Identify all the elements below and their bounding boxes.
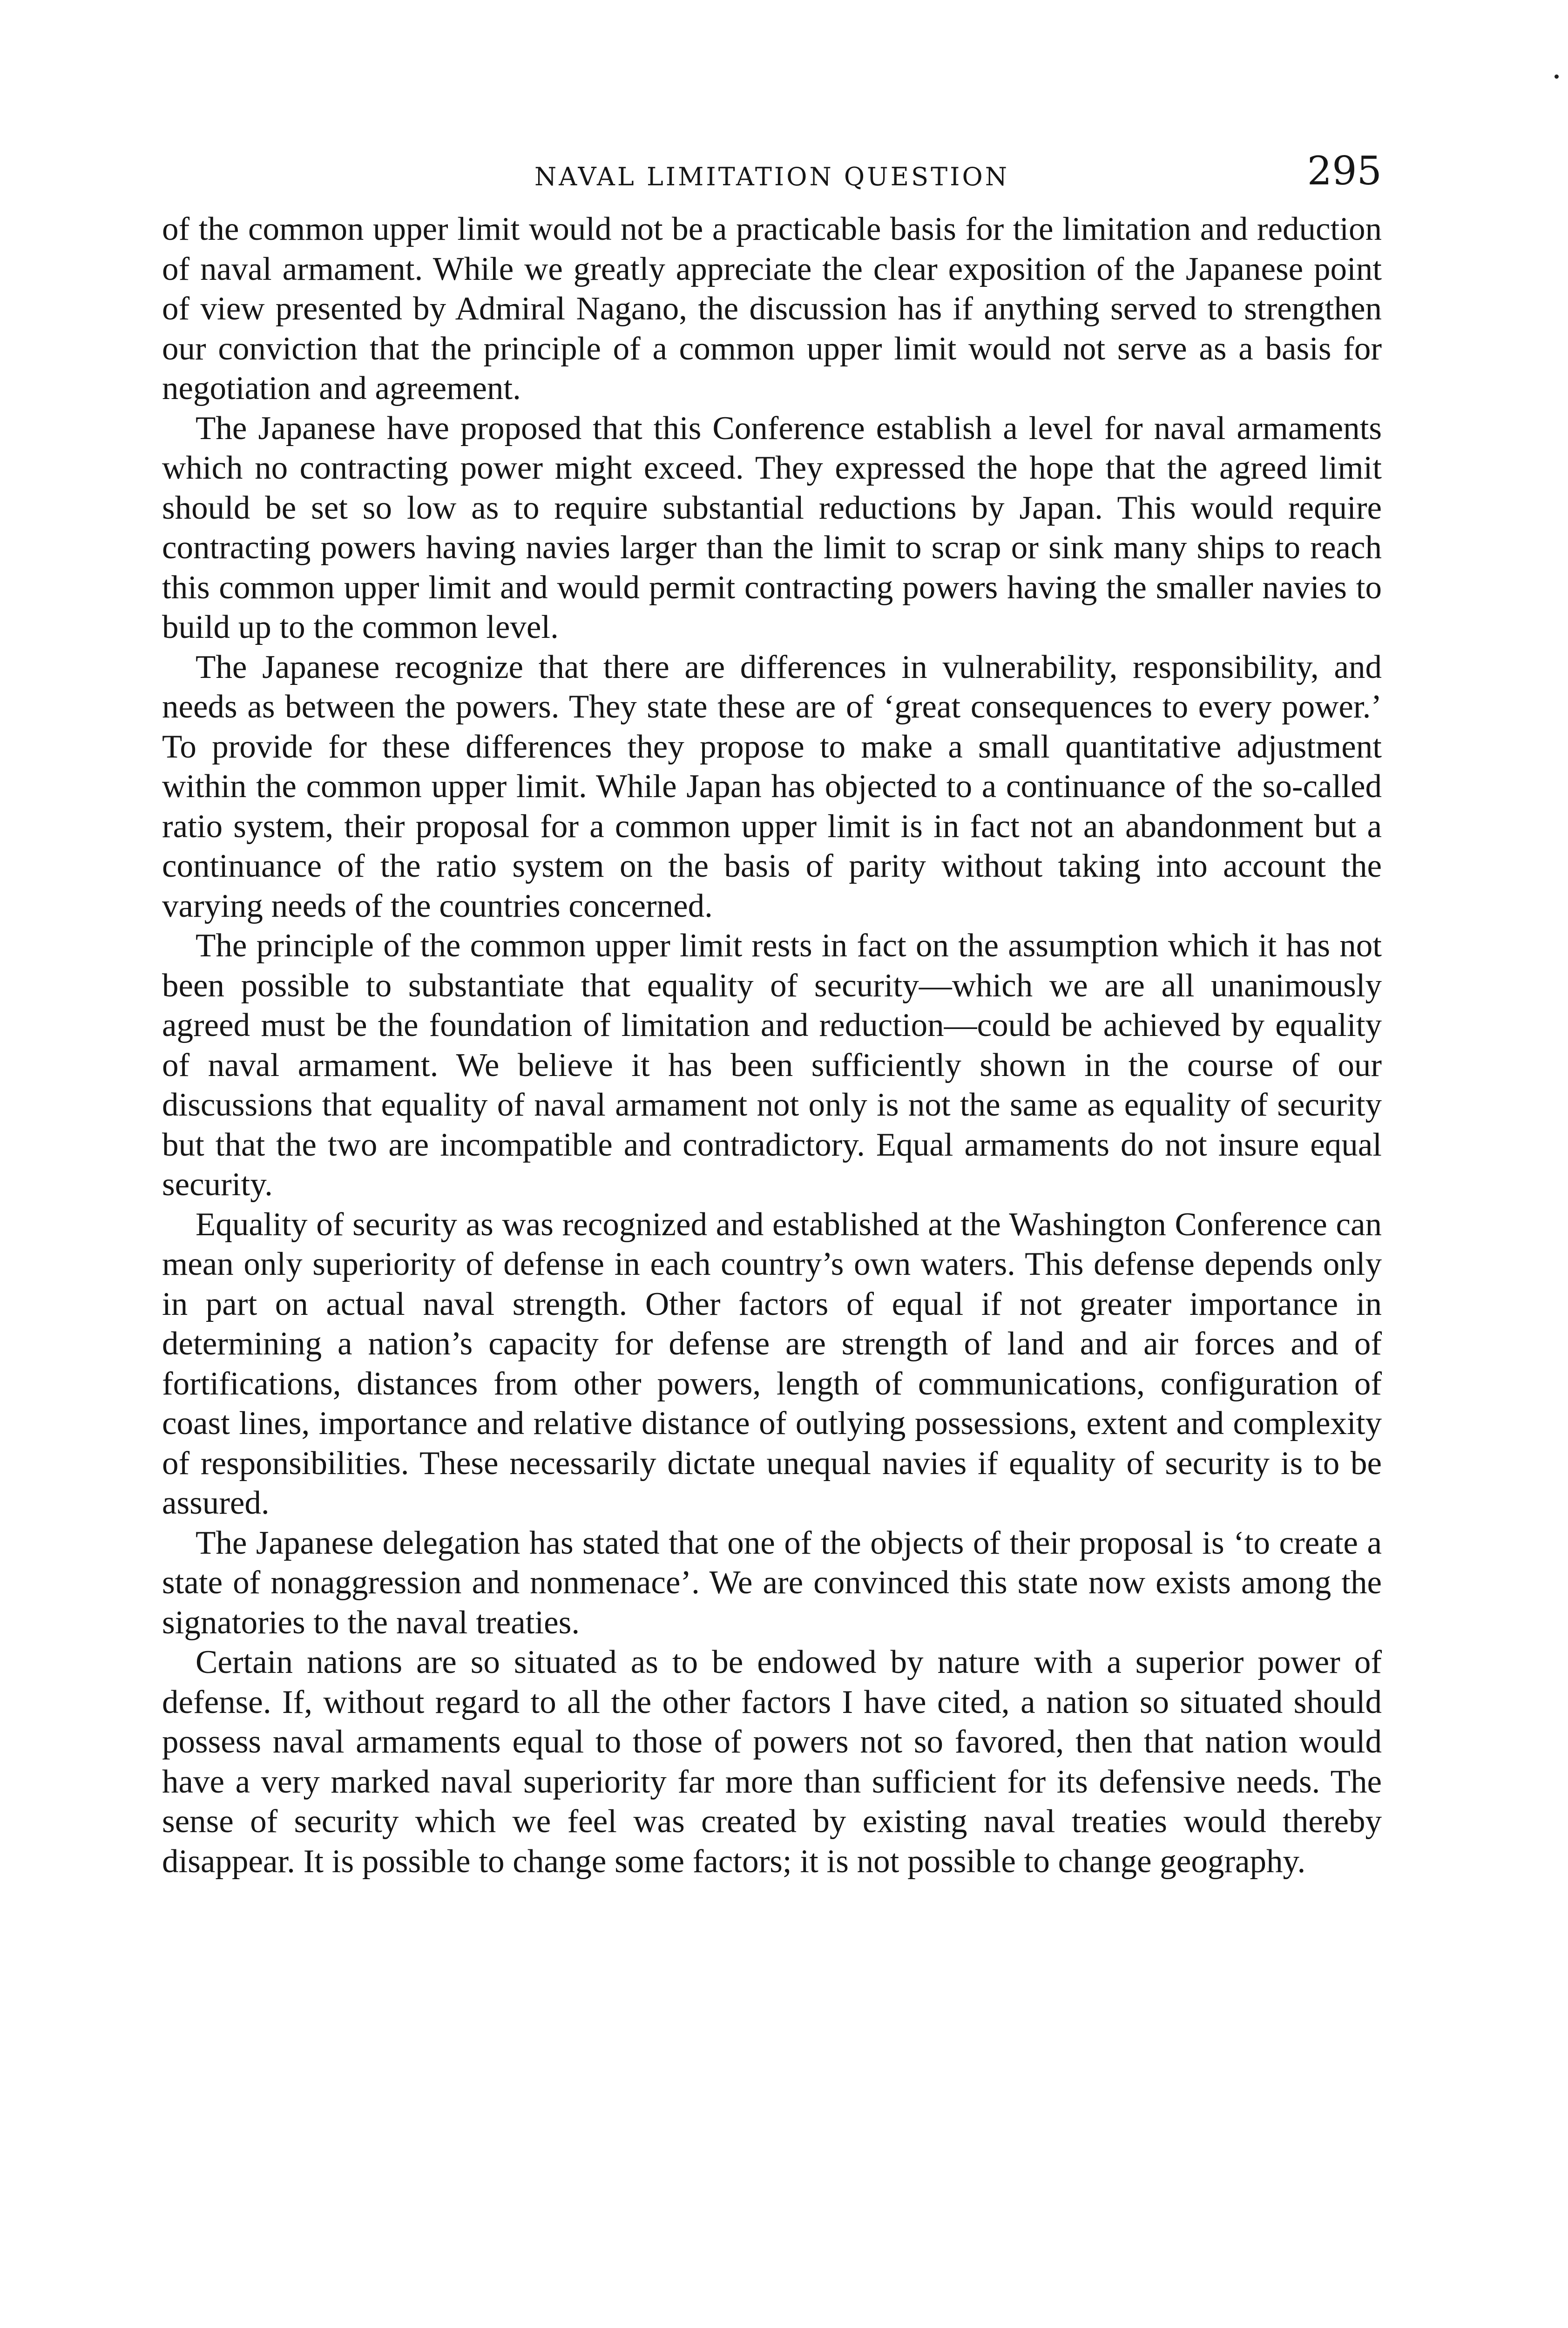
paragraph: The Japanese have proposed that this Conference establish a level for naval armaments which no contracting power might exceed. They expressed the hope that the agreed limit should be set so low as to require substantial reductions by Japan. This would require contracting powers having navies larger than the limit to scrap or sink many ships to reach this common upper limit and would permit contracting powers having the smaller navies to build up to the common level. xyxy=(162,410,1382,645)
body-text xyxy=(162,210,1382,1881)
paragraph: The principle of the common upper limit rests in fact on the assumption which it has not been possible to substantiate that equality of security—which we are all unanimously agreed must be the foundation of limitation and reduction—could be achieved by equality of naval armament. We believe it has been sufficiently shown in the course of our discussions that equality of naval armament not only is not the same as equality of security but that the two are incompatible and contradictory. Equal armaments do not insure equal security. xyxy=(162,927,1382,1203)
paragraph: The Japanese recognize that there are differences in vulnerability, responsibility, and needs as between the powers. They state these are of ‘great consequences to every power.’ To provide for these differences they propose to make a small quantitative adjustment within the common upper limit. While Japan has objected to a continuance of the so-called ratio system, their proposal for a common upper limit is in fact not an abandonment but a continuance of the ratio system on the basis of parity without taking into account the varying needs of the countries concerned. xyxy=(162,649,1382,924)
paragraph: of the common upper limit would not be a practicable basis for the limitation and reduction of naval armament. While we greatly appreciate the clear exposition of the Japanese point of view presented by Admiral Nagano, the discussion has if anything served to strengthen our conviction that the principle of a common upper limit would not serve as a basis for negotiation and agreement. xyxy=(162,211,1382,406)
document-page xyxy=(162,140,1382,1881)
paragraph: Certain nations are so situated as to be endowed by nature with a superior power of defense. If, without regard to all the other factors I have cited, a nation so situated should possess naval armaments equal to those of powers not so favored, then that nation would have a very marked naval superiority far more than sufficient for its defensive needs. The sense of security which we feel was created by existing naval treaties would thereby disappear. It is possible to change some factors; it is not possible to change geography. xyxy=(162,1644,1382,1880)
paragraph: The Japanese delegation has stated that one of the objects of their proposal is ‘to create a state of nonaggression and nonmenace’. We are convinced this state now exists among the signatories to the naval treaties. xyxy=(162,1524,1382,1641)
paragraph: Equality of security as was recognized and established at the Washington Conference can mean only superiority of defense in each country’s own waters. This defense depends only in part on actual naval strength. Other factors of equal if not greater importance in determining a nation’s capacity for defense are strength of land and air forces and of fortifications, distances from other powers, length of communications, configuration of coast lines, importance and relative distance of outlying possessions, extent and complexity of responsibilities. These necessarily dictate unequal navies if equality of security is to be assured. xyxy=(162,1206,1382,1521)
page-number: 295 xyxy=(1307,148,1382,194)
running-head xyxy=(162,140,1382,210)
running-title: NAVAL LIMITATION QUESTION xyxy=(534,162,1009,191)
stray-ink-mark xyxy=(1554,74,1559,79)
